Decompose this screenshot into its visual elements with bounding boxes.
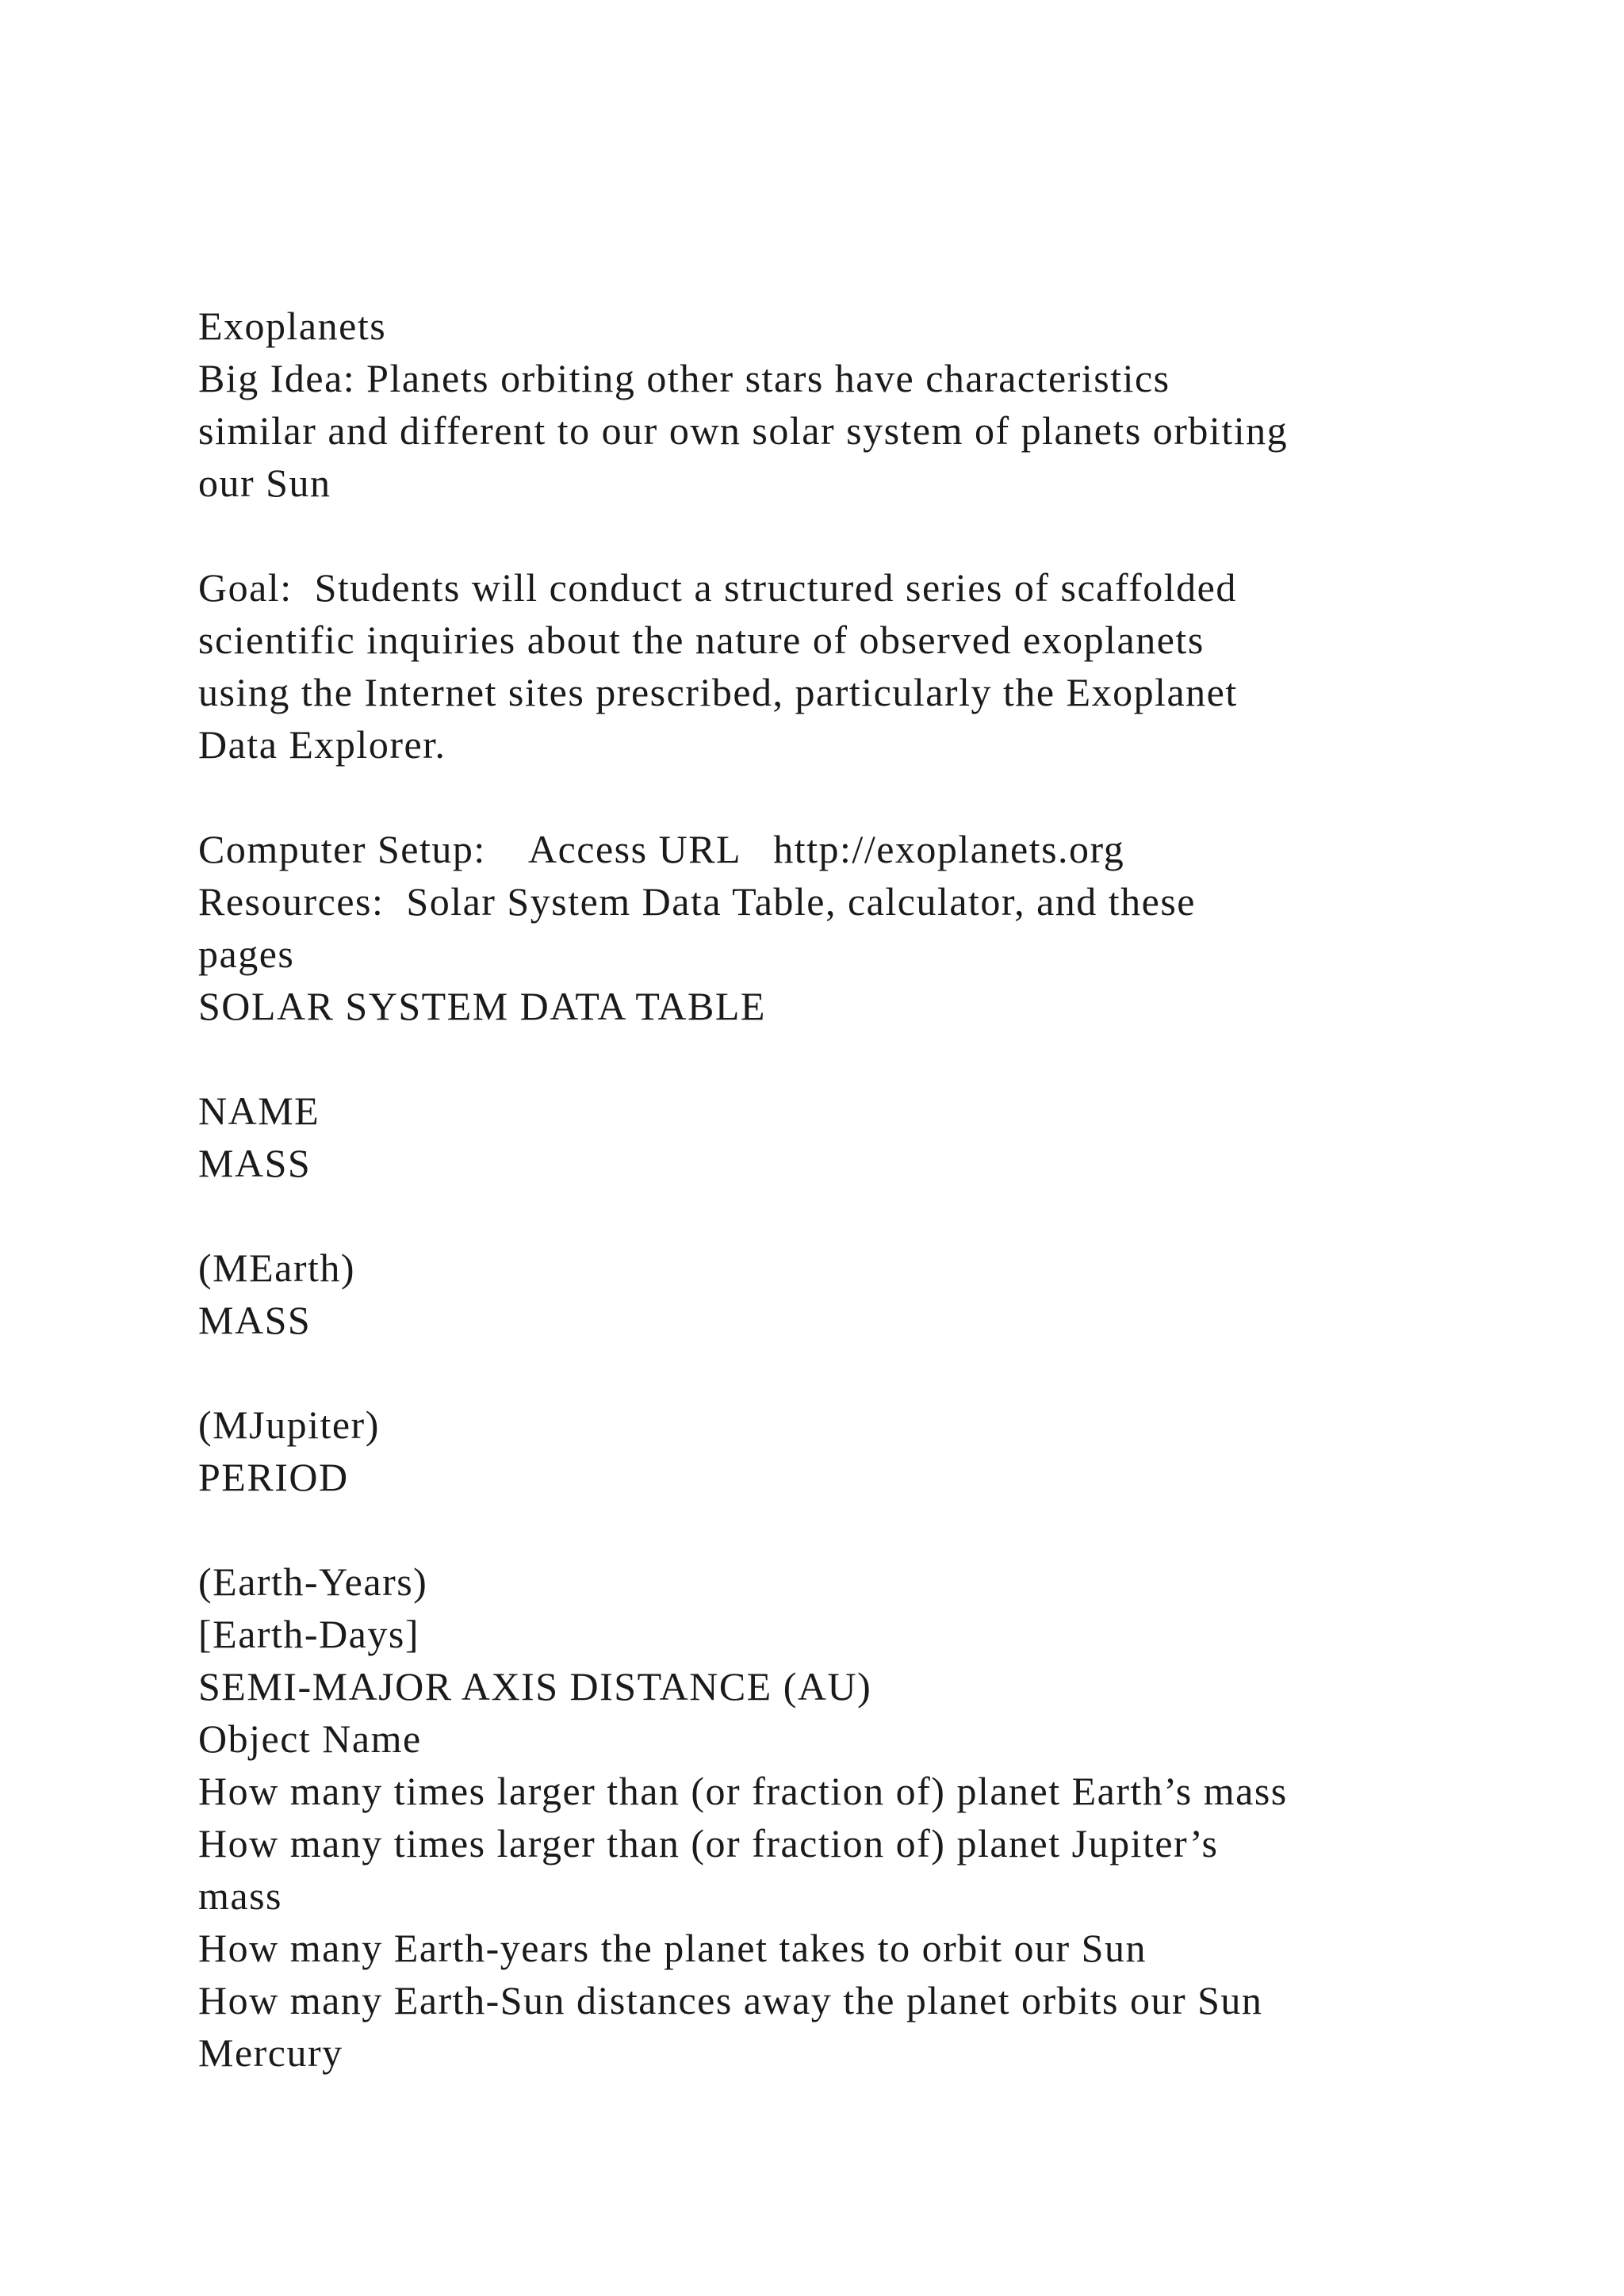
description-object-name: Object Name: [198, 1716, 422, 1761]
big-idea-line-2: similar and different to our own solar system of planets orbiting: [198, 408, 1289, 453]
description-period: How many Earth-years the planet takes to orbit our Sun: [198, 1926, 1147, 1970]
row-mercury: Mercury: [198, 2030, 343, 2075]
goal-line-2: scientific inquiries about the nature of observed exoplanets: [198, 618, 1205, 662]
table-title: SOLAR SYSTEM DATA TABLE: [198, 984, 766, 1028]
big-idea-line-1: Big Idea: Planets orbiting other stars have characteristics: [198, 356, 1170, 400]
resources-line-1: Resources: Solar System Data Table, calculator, and these: [198, 879, 1196, 924]
description-distance: How many Earth-Sun distances away the planet orbits our Sun: [198, 1978, 1263, 2022]
document-page: [198, 300, 1499, 2079]
header-name: NAME: [198, 1089, 320, 1133]
description-mass-jupiter-line-1: How many times larger than (or fraction of) planet Jupiter’s: [198, 1821, 1219, 1866]
big-idea-line-3: our Sun: [198, 461, 331, 505]
spacer: [198, 1503, 1499, 1556]
header-period-unit-days: [Earth-Days]: [198, 1612, 419, 1656]
spacer: [198, 1346, 1499, 1399]
header-semi-major-axis: SEMI-MAJOR AXIS DISTANCE (AU): [198, 1664, 872, 1709]
goal-line-1: Goal: Students will conduct a structured series of scaffolded: [198, 565, 1237, 610]
goal-line-4: Data Explorer.: [198, 722, 446, 767]
spacer: [198, 509, 1499, 561]
document-title: Exoplanets: [198, 304, 387, 348]
description-mass-jupiter-line-2: mass: [198, 1873, 282, 1918]
resources-line-2: pages: [198, 932, 295, 976]
header-mass-jupiter-label: MASS: [198, 1298, 312, 1342]
spacer: [198, 1189, 1499, 1242]
description-mass-earth: How many times larger than (or fraction of) planet Earth’s mass: [198, 1769, 1288, 1813]
goal-line-3: using the Internet sites prescribed, particularly the Exoplanet: [198, 670, 1238, 714]
header-period-label: PERIOD: [198, 1455, 349, 1499]
header-mass-earth-unit: (MEarth): [198, 1246, 356, 1290]
header-period-unit-years: (Earth-Years): [198, 1559, 428, 1604]
spacer: [198, 1032, 1499, 1085]
header-mass-jupiter-unit: (MJupiter): [198, 1402, 380, 1447]
computer-setup: Computer Setup: Access URL http://exoplanets.org: [198, 827, 1125, 871]
header-mass-earth-label: MASS: [198, 1141, 312, 1185]
spacer: [198, 771, 1499, 823]
